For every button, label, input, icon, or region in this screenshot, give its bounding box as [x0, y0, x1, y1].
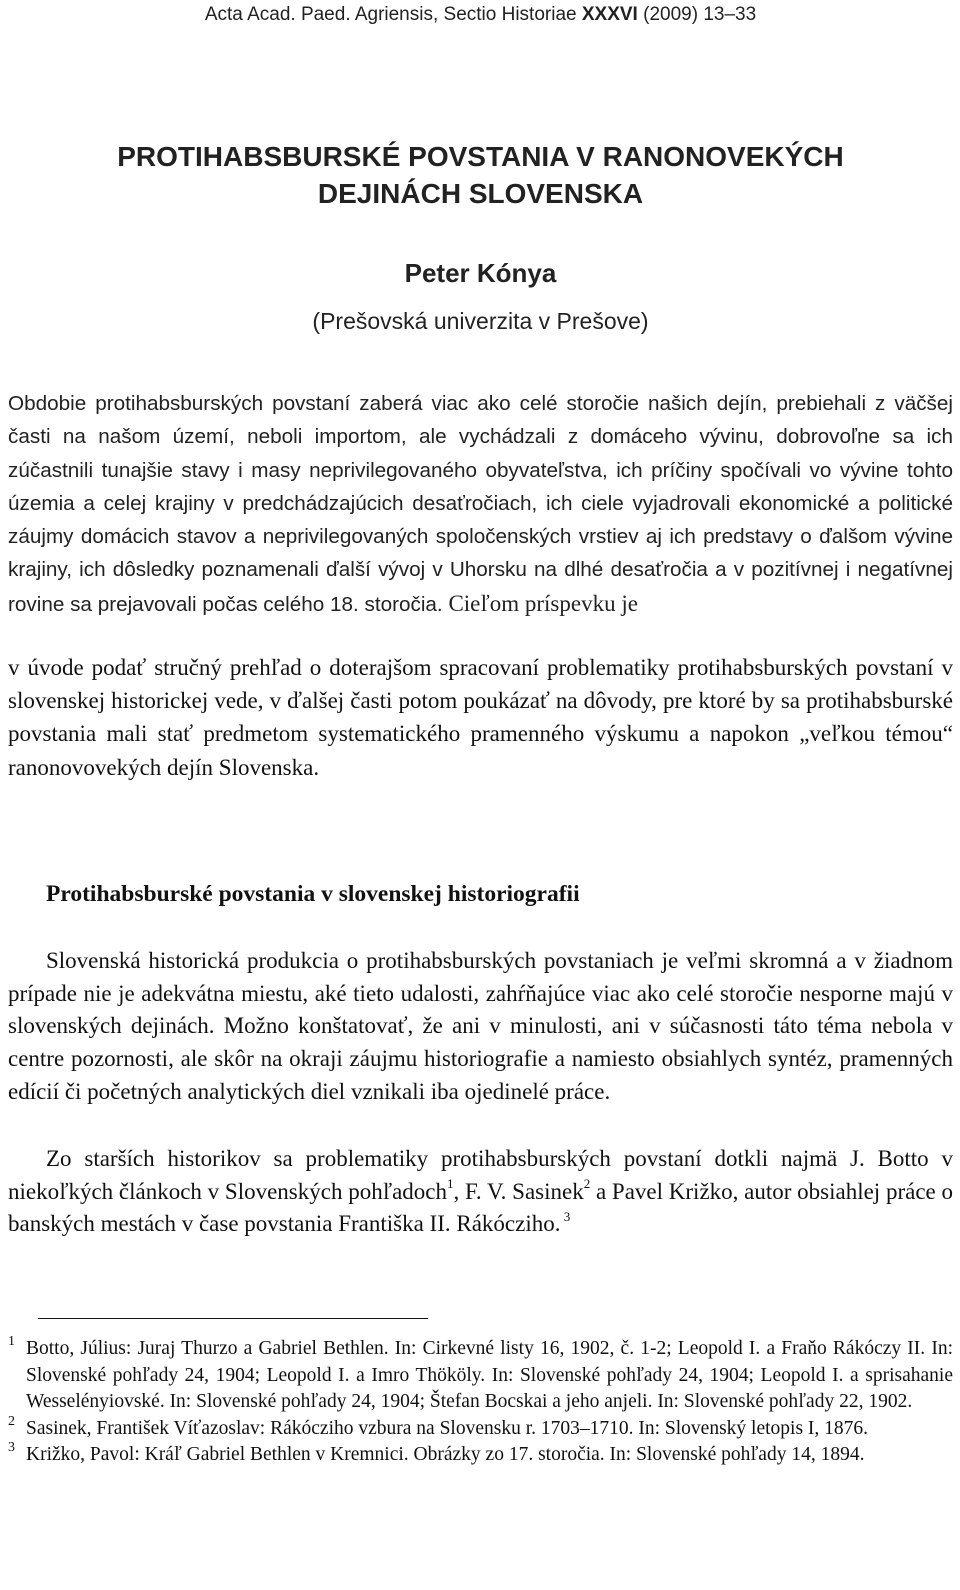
- footnote-item: [8, 1336, 953, 1416]
- running-head-suffix: (2009) 13–33: [637, 4, 757, 25]
- article-title: [8, 138, 953, 212]
- footnote-number: 3: [8, 1440, 15, 1455]
- author-affiliation: (Prešovská univerzita v Prešove): [312, 308, 649, 334]
- abstract-sans-text: Obdobie protihabsburských povstaní zaberá viac ako celé storočie našich dejín, prebiehali z väčšej časti na našom území, neboli importom, ale vychádzali z domáceho vývinu, dobrovoľne sa ich zúčastnili tunajšie stavy i masy neprivilegovaného obyvateľstva, ich príčiny spočívali vo vývine tohto územia a celej krajiny v predchádzajúcich desaťročiach, ich ciele vyjadrovali ekonomické a politické záujmy domácich stavov a neprivilegovaných spoločenských vrstiev aj ich predstavy o ďalšom vývine krajiny, ich dôsledky poznamenali ďalší vývoj v Uhorsku na dlhé desaťročia a v pozitívnej i negatívnej rovine sa prejavovali počas celého 18. storočia.: [8, 392, 953, 616]
- running-head-prefix: Acta Acad. Paed. Agriensis, Sectio Historiae: [204, 4, 582, 25]
- abstract-serif-start: Cieľom príspevku je: [448, 590, 638, 616]
- footnote-ref-3[interactable]: 3: [560, 1208, 571, 1224]
- body-paragraph-2: [8, 1143, 953, 1241]
- abstract-continuation: v úvode podať stručný prehľad o doterajšom spracovaní problematiky protihabsburských povstaní v slovenskej historickej vede, v ďalšej časti potom poukázať na dôvody, pre ktoré by sa protihabsburské povstania mali stať predmetom systematického pramenného výskumu a napokon „veľkou témou“ ranonovovekých dejín Slovenska.: [8, 655, 953, 780]
- abstract: [8, 387, 953, 621]
- footnote-divider: [38, 1318, 428, 1319]
- article-title-line2: DEJINÁCH SLOVENSKA: [317, 178, 644, 209]
- journal-page: [8, 0, 953, 1590]
- footnote-text: Sasinek, František Víťazoslav: Rákócziho vzbura na Slovensku r. 1703–1710. In: Slovenský letopis I, 1876.: [26, 1417, 869, 1439]
- para2-text-3: a Pavel Križko, autor obsiahlej práce o banských mestách v čase povstania Františka II. Rákócziho.: [8, 1178, 953, 1237]
- footnote-number: 1: [8, 1334, 15, 1349]
- footnote-item: [8, 1442, 953, 1469]
- footnote-number: 2: [8, 1413, 15, 1429]
- article-title-line1: PROTIHABSBURSKÉ POVSTANIA V RANONOVEKÝCH: [117, 141, 844, 172]
- para2-text-2: , F. V. Sasinek: [453, 1178, 584, 1204]
- footnote-ref-1[interactable]: 1: [446, 1176, 454, 1192]
- footnotes-list: [8, 1336, 953, 1469]
- body-paragraph-1: Slovenská historická produkcia o protihabsburských povstaniach je veľmi skromná a v žiadnom prípade nie je adekvátna miestu, aké tieto udalosti, zahŕňajúce viac ako celé storočie nesporne majú v slovenských dejinách. Možno konštatovať, že ani v minulosti, ani v súčasnosti táto téma nebola v centre pozornosti, ale skôr na okraji záujmu historiografie a namiesto obsiahlych syntéz, pramenných edícií či početných analytických diel vznikali iba ojedinelé práce.: [8, 948, 953, 1104]
- footnote-text: Križko, Pavol: Kráľ Gabriel Bethlen v Kremnici. Obrázky zo 17. storočia. In: Slovenské pohľady 14, 1894.: [26, 1444, 865, 1465]
- footnote-item: [8, 1413, 953, 1443]
- footnote-text: Botto, Július: Juraj Thurzo a Gabriel Bethlen. In: Cirkevné listy 16, 1902, č. 1-2; Leopold I. a Fraňo Rákóczy II. In: Slovenské pohľady 24, 1904; Leopold I. a Imro Thököly. In: Slovenské pohľady 24, 1904; Leopold I. a sprisahanie Wesselényiovské. In: Slovenské pohľady 24, 1904; Štefan Bocskai a jeho anjeli. In: Slovenské pohľady 22, 1902.: [26, 1338, 953, 1412]
- author-name: Peter Kónya: [404, 258, 557, 288]
- running-head: [8, 4, 953, 26]
- section-heading: Protihabsburské povstania v slovenskej historiografii: [46, 881, 580, 907]
- footnote-ref-2[interactable]: 2: [583, 1176, 591, 1192]
- para2-text-1: Zo starších historikov sa problematiky protihabsburských povstaní dotkli najmä J. Botto v niekoľkých článkoch v Slovenských pohľadoch: [8, 1146, 953, 1204]
- running-head-volume: XXXVI: [581, 4, 638, 25]
